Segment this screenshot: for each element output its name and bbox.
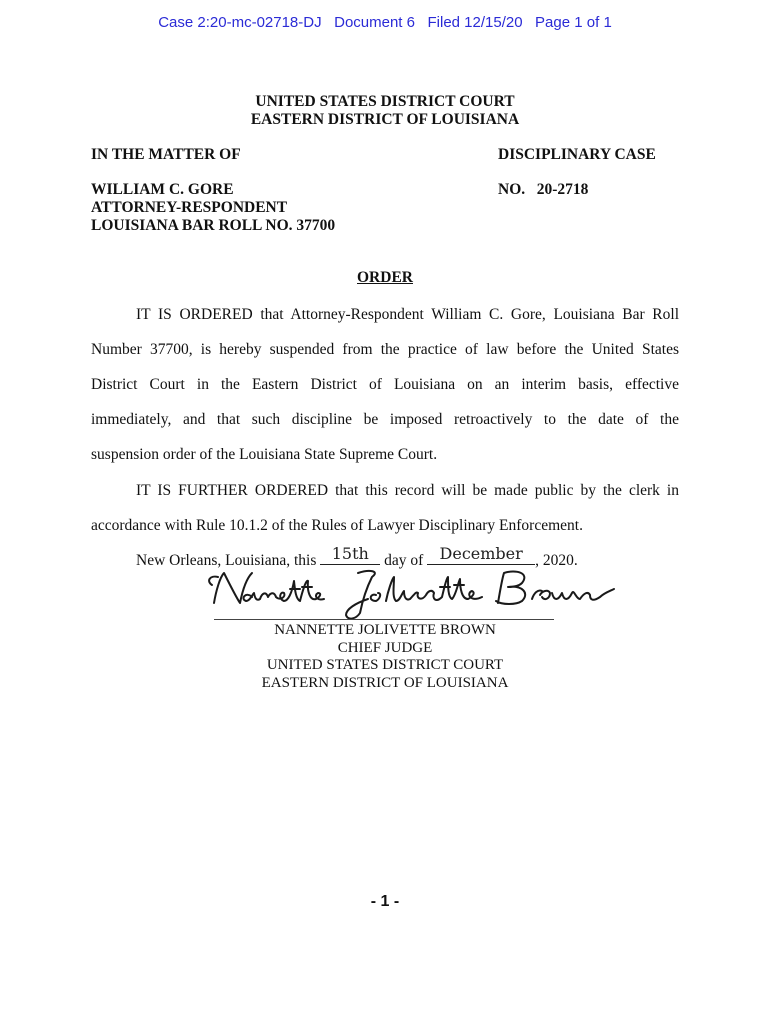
paragraph-line: Number 37700, is hereby suspended from the practice of law before the United States (91, 341, 679, 358)
signature-line (214, 619, 554, 620)
signature-court-district: EASTERN DISTRICT OF LOUISIANA (261, 674, 509, 691)
day-handwritten: 15th (331, 544, 369, 563)
paragraph-line: accordance with Rule 10.1.2 of the Rules of Lawyer Disciplinary Enforcement. (91, 517, 583, 534)
given-suffix: , 2020. (535, 552, 578, 569)
respondent-name: WILLIAM C. GORE (91, 181, 234, 198)
order-paragraph-1 (91, 297, 679, 472)
signature-court-name: UNITED STATES DISTRICT COURT (266, 657, 504, 673)
paragraph-line: IT IS ORDERED that Attorney-Respondent William C. Gore, Louisiana Bar Roll (136, 306, 679, 323)
matter-label: IN THE MATTER OF (91, 146, 241, 163)
judge-name: NANNETTE JOLIVETTE BROWN (274, 622, 496, 638)
paragraph-line: District Court in the Eastern District of Louisiana on an interim basis, effective (91, 376, 679, 393)
court-district: EASTERN DISTRICT OF LOUISIANA (250, 111, 520, 128)
court-heading (0, 93, 770, 129)
respondent-block (91, 181, 335, 235)
case-header-stamp: Case 2:20-mc-02718-DJ Document 6 Filed 12/15/20 Page 1 of 1 (158, 14, 612, 31)
case-type: DISCIPLINARY CASE (498, 146, 656, 163)
bar-roll-number: LOUISIANA BAR ROLL NO. 37700 (91, 217, 336, 234)
order-title: ORDER (357, 269, 413, 286)
month-handwritten: December (439, 544, 523, 563)
paragraph-line: IT IS FURTHER ORDERED that this record will be made public by the clerk in (136, 482, 679, 499)
paragraph-line: suspension order of the Louisiana State Supreme Court. (91, 446, 438, 463)
page-number: - 1 - (370, 893, 400, 910)
paragraph-line: immediately, and that such discipline be imposed retroactively to the date of the (91, 411, 679, 428)
case-number: NO. 20-2718 (498, 181, 589, 198)
judge-signature (200, 563, 625, 625)
order-paragraph-2 (91, 473, 679, 543)
given-middle: day of (380, 552, 428, 569)
respondent-role: ATTORNEY-RESPONDENT (91, 199, 288, 216)
court-name: UNITED STATES DISTRICT COURT (255, 93, 515, 110)
given-prefix: New Orleans, Louisiana, this (136, 552, 321, 569)
signature-block (0, 622, 770, 692)
judge-title: CHIEF JUDGE (337, 639, 433, 656)
